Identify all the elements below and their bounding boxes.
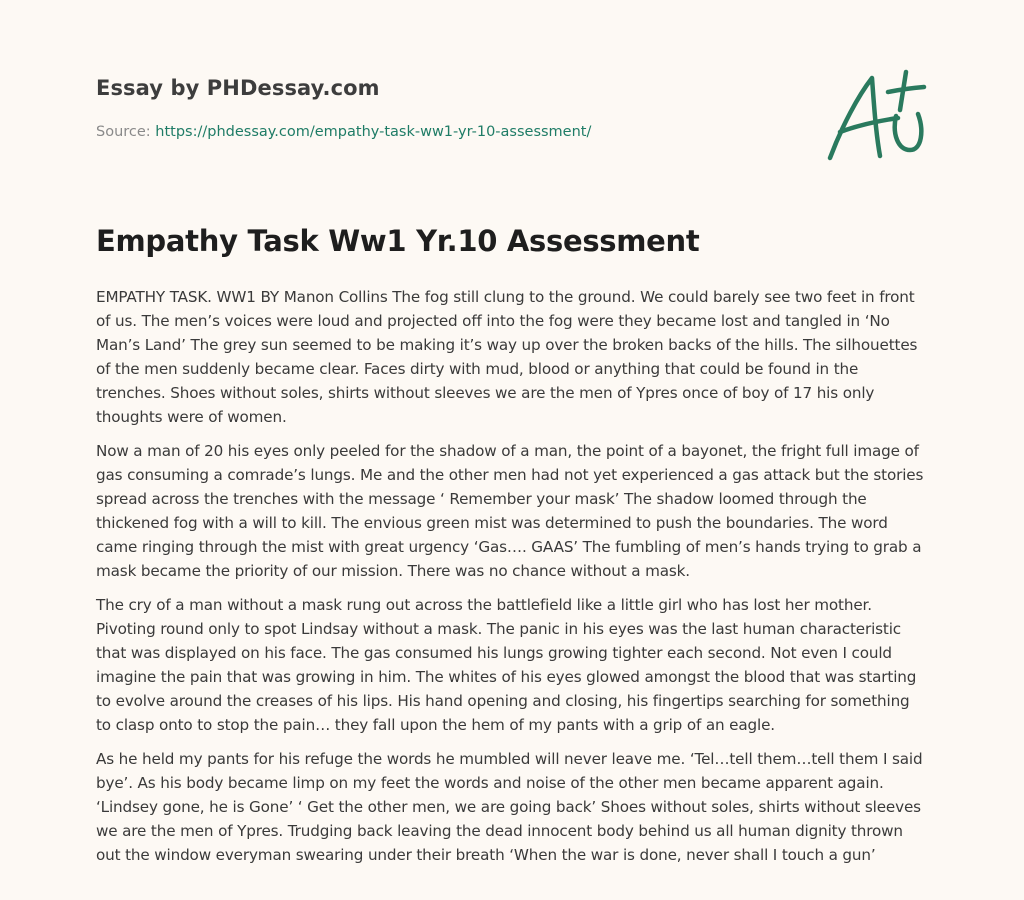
essay-paragraph: Now a man of 20 his eyes only peeled for the shadow of a man, the point of a bayonet, the fright full image of gas consuming a comrade’s lungs. Me and the other men had not yet experienced a gas attack but the stories spread across the trenches with the message ‘ Remember your mask’ The shadow loomed through the thickened fog with a will to kill. The envious green mist was determined to push the boundaries. The word came ringing through the mist with great urgency ‘Gas…. GAAS’ The fumbling of men’s hands trying to grab a mask became the priority of our mission. There was no chance without a mask. — [96, 442, 924, 580]
essay-body — [96, 285, 928, 877]
source-line — [96, 124, 591, 140]
site-brand: Essay by PHDessay.com — [96, 76, 380, 100]
essay-title: Empathy Task Ww1 Yr.10 Assessment — [96, 224, 700, 258]
source-label: Source: — [96, 124, 151, 140]
essay-paragraph: The cry of a man without a mask rung out across the battlefield like a little girl who has lost her mother. Pivoting round only to spot Lindsay without a mask. The panic in his eyes was the last human characteristic that was displayed on his face. The gas consumed his lungs growing tighter each second. Not even I could imagine the pain that was growing in him. The whites of his eyes glowed amongst the blood that was starting to evolve around the creases of his lips. His hand opening and closing, his fingertips searching for something to clasp onto to stop the pain… they fall upon the hem of my pants with a grip of an eagle. — [96, 596, 917, 734]
essay-paragraph: EMPATHY TASK. WW1 BY Manon Collins The fog still clung to the ground. We could barely see two feet in front of us. The men’s voices were loud and projected off into the fog were they became lost and tangled in ‘No Man’s Land’ The grey sun seemed to be making it’s way up over the broken backs of the hills. The silhouettes of the men suddenly became clear. Faces dirty with mud, blood or anything that could be found in the trenches. Shoes without soles, shirts without sleeves we are the men of Ypres once of boy of 17 his only thoughts were of women. — [96, 288, 918, 426]
essay-paragraph: As he held my pants for his refuge the words he mumbled will never leave me. ‘Tel…tell them…tell them I said bye’. As his body became limp on my feet the words and noise of the other men became apparent again. ‘Lindsey gone, he is Gone’ ‘ Get the other men, we are going back’ Shoes without soles, shirts without sleeves we are the men of Ypres. Trudging back leaving the dead innocent body behind us all human dignity thrown out the window everyman swearing under their breath ‘When the war is done, never shall I touch a gun’ — [96, 750, 923, 864]
a-plus-icon — [820, 66, 930, 166]
source-link[interactable]: https://phdessay.com/empathy-task-ww1-yr-10-assessment/ — [155, 124, 592, 140]
